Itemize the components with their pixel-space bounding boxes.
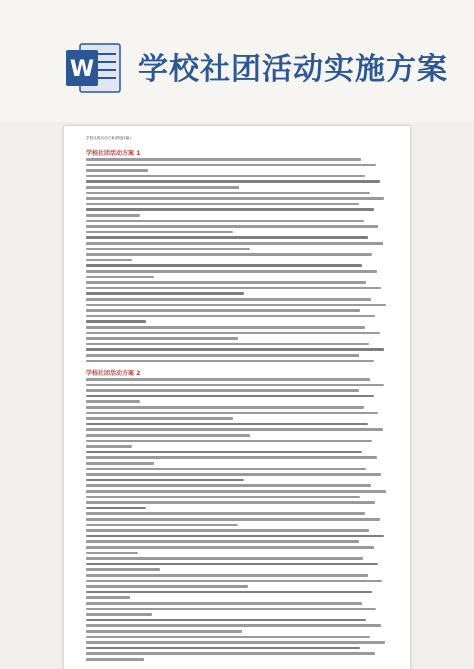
text-line [86, 624, 381, 627]
text-line [86, 343, 369, 346]
text-line [86, 231, 233, 234]
text-line [86, 248, 250, 251]
text-line [86, 287, 381, 290]
text-line [86, 641, 385, 644]
document-page [64, 126, 410, 669]
text-line [86, 276, 154, 279]
text-line [86, 315, 375, 318]
text-line [86, 197, 384, 200]
text-line [86, 608, 376, 611]
text-line [86, 591, 372, 594]
text-line [86, 613, 152, 616]
text-line [86, 512, 365, 515]
text-line [86, 417, 233, 420]
text-line [86, 619, 366, 622]
text-line [86, 309, 360, 312]
text-line [86, 242, 383, 245]
text-line [86, 298, 371, 301]
text-line [86, 602, 362, 605]
text-line [86, 158, 361, 161]
text-line [86, 259, 132, 262]
text-line [86, 647, 360, 650]
text-line [86, 636, 370, 639]
text-line [86, 192, 370, 195]
text-line [86, 332, 380, 335]
document-heading: 学校社团活动方案(精选5篇) [86, 136, 131, 140]
text-line [86, 220, 364, 223]
text-line [86, 214, 140, 217]
text-line [86, 518, 380, 521]
text-line [86, 630, 242, 633]
text-line [86, 473, 381, 476]
text-line [86, 658, 144, 661]
text-line [86, 507, 146, 510]
text-line [86, 540, 359, 543]
text-line [86, 529, 369, 532]
text-line [86, 428, 383, 431]
text-line [86, 320, 146, 323]
text-line [86, 535, 384, 538]
text-line [86, 384, 384, 387]
text-line [86, 468, 366, 471]
text-line [86, 445, 132, 448]
text-line [86, 264, 362, 267]
text-line [86, 304, 386, 307]
text-line [86, 360, 374, 363]
text-line [86, 169, 148, 172]
text-line [86, 253, 372, 256]
text-line [86, 395, 374, 398]
text-line [86, 484, 371, 487]
text-line [86, 580, 382, 583]
header-banner [0, 0, 474, 122]
text-line [86, 546, 374, 549]
text-line [86, 337, 238, 340]
text-line [86, 585, 248, 588]
text-line [86, 440, 372, 443]
text-line [86, 501, 375, 504]
text-line [86, 281, 366, 284]
text-line [86, 164, 376, 167]
text-line [86, 208, 374, 211]
text-line [86, 186, 239, 189]
text-line [86, 552, 138, 555]
text-line [86, 236, 368, 239]
text-line [86, 354, 359, 357]
word-logo-letter: W [69, 57, 95, 82]
text-line [86, 462, 154, 465]
text-line [86, 563, 378, 566]
text-line [86, 406, 364, 409]
text-line [86, 348, 384, 351]
text-line [86, 180, 380, 183]
text-line [86, 292, 244, 295]
text-line [86, 400, 140, 403]
text-line [86, 524, 238, 527]
text-line [86, 596, 130, 599]
page-title: 学校社团活动实施方案 [138, 52, 448, 87]
text-line [86, 557, 363, 560]
text-line [86, 412, 378, 415]
section-2-title: 学校社团活动方案 2 [86, 370, 141, 377]
text-line [86, 456, 377, 459]
text-line [86, 175, 365, 178]
text-line [86, 490, 386, 493]
text-line [86, 574, 368, 577]
text-line [86, 225, 378, 228]
text-line [86, 378, 370, 381]
text-line [86, 389, 359, 392]
text-line [86, 652, 375, 655]
text-line [86, 479, 244, 482]
text-line [86, 434, 250, 437]
text-line [86, 326, 365, 329]
text-line [86, 451, 362, 454]
text-line [86, 203, 359, 206]
text-line [86, 568, 160, 571]
section-1-title: 学校社团活动方案 1 [86, 150, 141, 157]
text-line [86, 423, 368, 426]
word-icon [66, 40, 122, 96]
text-line [86, 496, 360, 499]
text-line [86, 270, 377, 273]
